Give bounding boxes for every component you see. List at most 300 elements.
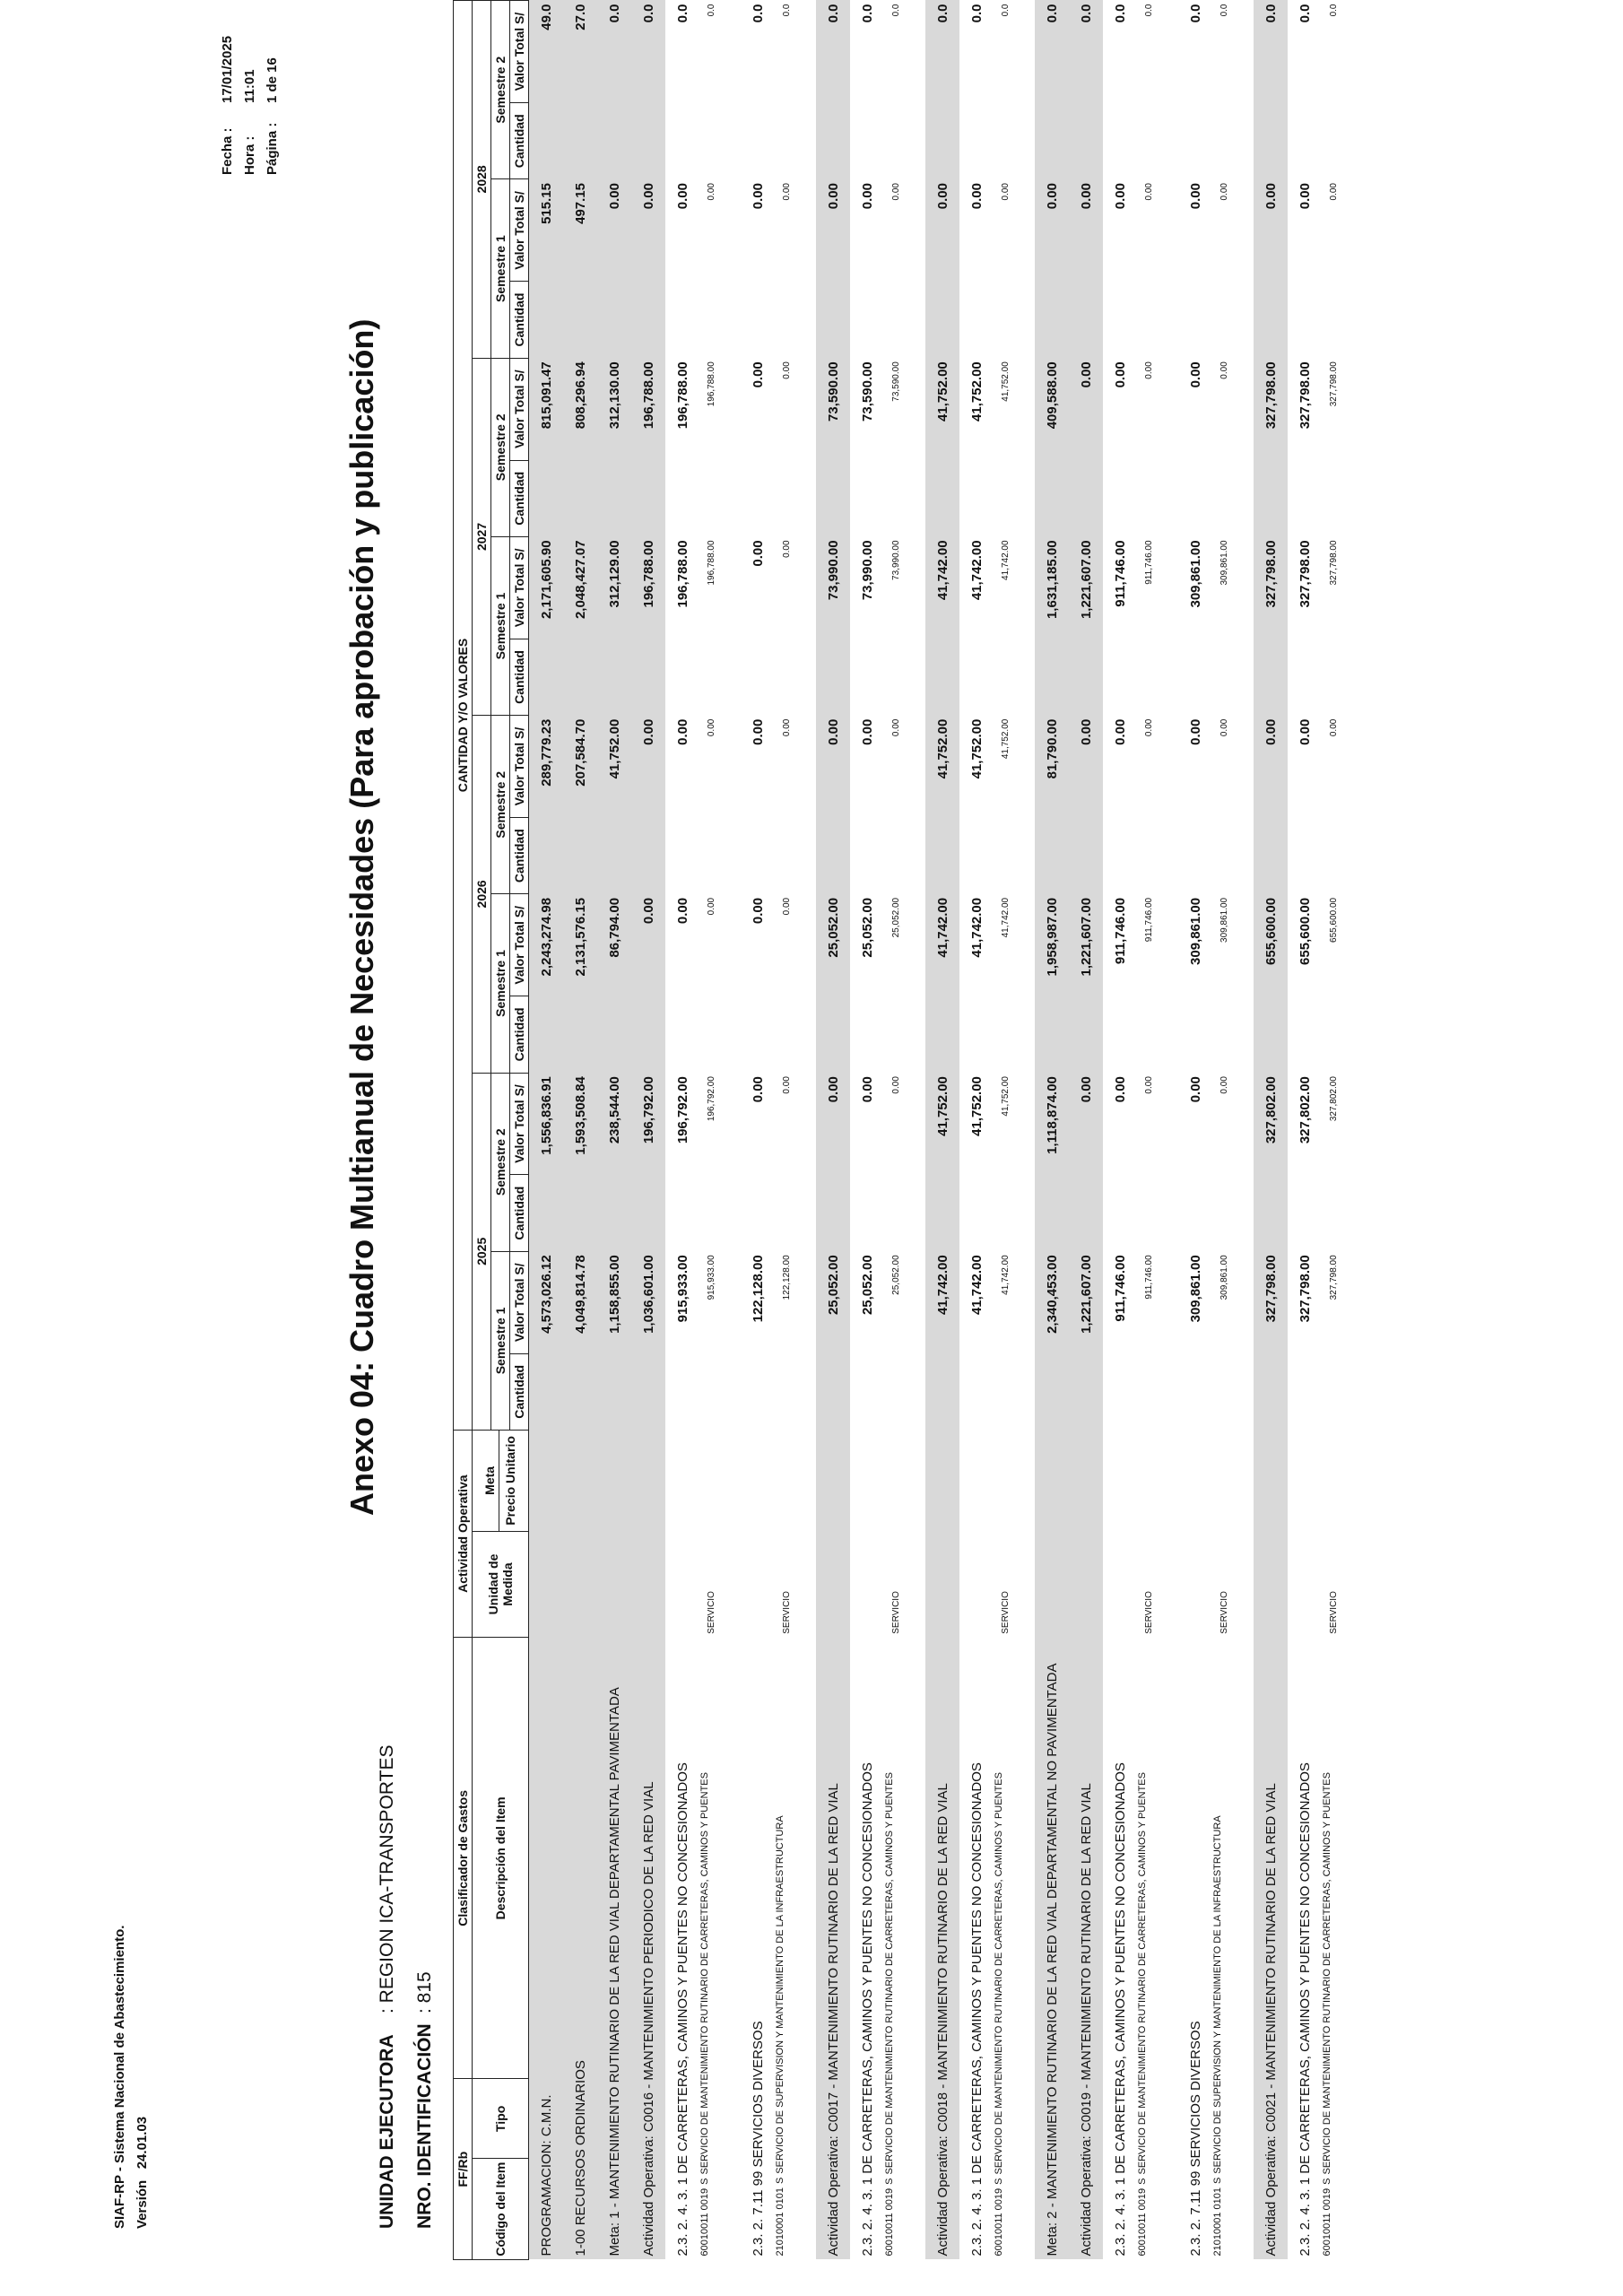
cantidad-cell xyxy=(563,1353,597,1430)
valor-total-cell: 327,798.00 xyxy=(1329,1255,1340,1300)
valor-total-cell: 312,129.00 xyxy=(597,536,631,639)
cantidad-cell xyxy=(741,460,775,536)
cantidad-cell xyxy=(1069,460,1103,536)
cantidad-cell xyxy=(1069,996,1103,1073)
cantidad-cell xyxy=(563,1175,597,1251)
cantidad-cell xyxy=(631,1353,665,1430)
cantidad-cell xyxy=(925,1353,959,1430)
valor-total-cell: 0.00 xyxy=(1219,361,1230,379)
valor-total-cell: 0.00 xyxy=(707,897,717,916)
valor-total-cell: 515.15 xyxy=(529,179,564,282)
unidad-label: UNIDAD EJECUTORA xyxy=(377,2034,397,2229)
valor-total-cell: 309,861.00 xyxy=(1187,897,1203,965)
cantidad-cell xyxy=(1137,1175,1178,1251)
valor-total-cell: 0.0 xyxy=(1254,1,1288,103)
cantidad-cell xyxy=(665,996,699,1073)
col-cantidad: Cantidad xyxy=(510,639,529,715)
valor-total-cell: 808,296.94 xyxy=(563,358,597,460)
col-year-2025: 2025 xyxy=(473,1073,491,1430)
unit-price xyxy=(1137,1431,1178,1532)
table-row xyxy=(816,1,850,2260)
row-label: 2.3. 2. 4. 3. 1 DE CARRETERAS, CAMINOS Y PUENTES NO CONCESIONADOS xyxy=(968,1762,985,2257)
cantidad-cell xyxy=(665,639,699,715)
valor-total-cell: 327,798.00 xyxy=(1254,358,1288,460)
valor-total-cell: 0.00 xyxy=(1297,183,1313,210)
cantidad-cell xyxy=(775,282,816,358)
cantidad-cell xyxy=(1137,1353,1178,1430)
valor-total-cell: 327,798.00 xyxy=(1254,1251,1288,1353)
cantidad-cell xyxy=(1103,282,1137,358)
col-semestre-1: Semestre 1 xyxy=(491,1251,510,1430)
cantidad-cell xyxy=(1103,996,1137,1073)
cantidad-cell xyxy=(1288,1175,1322,1251)
valor-total-cell: 0.00 xyxy=(1069,179,1103,282)
cantidad-cell xyxy=(1137,818,1178,894)
cantidad-cell xyxy=(994,639,1035,715)
cantidad-cell xyxy=(1212,1175,1254,1251)
valor-total-cell: 911,746.00 xyxy=(1144,897,1155,943)
cantidad-cell xyxy=(1288,639,1322,715)
cantidad-cell xyxy=(699,639,741,715)
cantidad-cell xyxy=(775,103,816,179)
valor-total-cell: 0.00 xyxy=(1035,179,1069,282)
cantidad-cell xyxy=(775,460,816,536)
valor-total-cell: 0.00 xyxy=(750,897,766,925)
unit-of-measure: SERVICIO xyxy=(1001,1591,1011,1634)
cantidad-cell xyxy=(631,460,665,536)
table-row xyxy=(741,1,775,2260)
cantidad-cell xyxy=(741,282,775,358)
valor-total-cell: 41,752.00 xyxy=(597,716,631,818)
valor-total-cell: 0.00 xyxy=(891,183,902,201)
valor-total-cell: 0.00 xyxy=(1069,358,1103,460)
valor-total-cell: 2,340,453.00 xyxy=(1035,1251,1069,1353)
item-code: 60010011 0019 xyxy=(994,2187,1005,2257)
item-description: SERVICIO DE MANTENIMIENTO RUTINARIO DE CARRETERAS, CAMINOS Y PUENTES xyxy=(994,1772,1005,2175)
cantidad-cell xyxy=(994,103,1035,179)
valor-total-cell: 196,788.00 xyxy=(631,358,665,460)
unidad-line xyxy=(377,1745,398,2230)
item-code-cell xyxy=(884,1638,925,2260)
cantidad-cell xyxy=(1254,818,1288,894)
valor-total-cell: 327,798.00 xyxy=(1297,1255,1313,1323)
version-label: Versión xyxy=(135,2179,150,2229)
cantidad-cell xyxy=(850,1353,884,1430)
valor-total-cell: 0.00 xyxy=(891,718,902,737)
cantidad-cell xyxy=(1322,282,1363,358)
cantidad-cell xyxy=(529,282,564,358)
col-cantidad: Cantidad xyxy=(510,1353,529,1430)
cantidad-cell xyxy=(884,1175,925,1251)
cantidad-cell xyxy=(1212,1353,1254,1430)
valor-total-cell: 0.00 xyxy=(707,718,717,737)
valor-total-cell: 0.0 xyxy=(925,1,959,103)
cantidad-cell xyxy=(563,282,597,358)
cantidad-cell xyxy=(850,639,884,715)
cantidad-cell xyxy=(994,282,1035,358)
cantidad-cell xyxy=(1288,1353,1322,1430)
valor-total-cell: 0.00 xyxy=(1144,718,1155,737)
cantidad-cell xyxy=(597,818,631,894)
valor-total-cell: 2,131,576.15 xyxy=(563,894,597,996)
valor-total-cell: 41,752.00 xyxy=(1001,718,1011,760)
col-cantidad-valores: CANTIDAD Y/O VALORES xyxy=(454,1,473,1431)
col-semestre-2: Semestre 2 xyxy=(491,1,510,180)
valor-total-cell: 0.00 xyxy=(859,183,875,210)
unit-price xyxy=(1212,1431,1254,1532)
valor-total-cell: 73,990.00 xyxy=(859,540,875,601)
table-row xyxy=(529,1,564,2260)
valor-total-cell: 289,779.23 xyxy=(529,716,564,818)
valor-total-cell: 911,746.00 xyxy=(1144,1255,1155,1300)
col-semestre-2: Semestre 2 xyxy=(491,716,510,894)
cantidad-cell xyxy=(631,1175,665,1251)
valor-total-cell: 0.00 xyxy=(674,183,690,210)
fecha-block xyxy=(220,13,280,175)
cantidad-cell xyxy=(665,818,699,894)
cantidad-cell xyxy=(1254,282,1288,358)
item-type: S xyxy=(775,2177,786,2185)
cantidad-cell xyxy=(529,460,564,536)
fecha-label: Fecha : xyxy=(220,127,235,175)
col-valor-total: Valor Total S/ xyxy=(510,179,529,282)
valor-total-cell: 41,752.00 xyxy=(925,358,959,460)
valor-total-cell: 0.00 xyxy=(1297,718,1313,745)
valor-total-cell: 0.00 xyxy=(1219,718,1230,737)
table-row xyxy=(597,1,631,2260)
cantidad-cell xyxy=(925,282,959,358)
cantidad-cell xyxy=(884,460,925,536)
item-description: SERVICIO DE SUPERVISION Y MANTENIMIENTO DE LA INFRAESTRUCTURA xyxy=(775,1815,786,2174)
valor-total-cell: 41,752.00 xyxy=(1001,361,1011,402)
cantidad-cell xyxy=(959,460,994,536)
valor-total-cell: 0.00 xyxy=(859,1076,875,1103)
valor-total-cell: 309,861.00 xyxy=(1219,897,1230,943)
item-type: S xyxy=(1137,2178,1149,2185)
cantidad-cell xyxy=(529,1175,564,1251)
valor-total-cell: 0.00 xyxy=(816,179,850,282)
cantidad-cell xyxy=(1069,1175,1103,1251)
valor-total-cell: 196,788.00 xyxy=(674,540,690,608)
cantidad-cell xyxy=(1212,996,1254,1073)
cantidad-cell xyxy=(994,1175,1035,1251)
item-code-cell xyxy=(1137,1638,1178,2260)
valor-total-cell: 73,590.00 xyxy=(891,361,902,402)
valor-total-cell: 41,742.00 xyxy=(968,897,985,958)
cantidad-cell xyxy=(1322,818,1363,894)
item-type: S xyxy=(994,2178,1005,2185)
cantidad-cell xyxy=(597,1353,631,1430)
cantidad-cell xyxy=(1212,639,1254,715)
valor-total-cell: 0.00 xyxy=(1112,1076,1128,1103)
cantidad-cell xyxy=(1137,103,1178,179)
col-semestre-1: Semestre 1 xyxy=(491,179,510,358)
valor-total-cell: 0.00 xyxy=(1254,716,1288,818)
valor-total-cell: 25,052.00 xyxy=(891,1255,902,1295)
cantidad-cell xyxy=(1035,818,1069,894)
cantidad-cell xyxy=(1035,1175,1069,1251)
valor-total-cell: 0.0 xyxy=(1035,1,1069,103)
item-description: SERVICIO DE MANTENIMIENTO RUTINARIO DE CARRETERAS, CAMINOS Y PUENTES xyxy=(699,1772,711,2175)
valor-total-cell: 0.00 xyxy=(707,183,717,201)
cantidad-cell xyxy=(925,996,959,1073)
row-label: 2.3. 2. 4. 3. 1 DE CARRETERAS, CAMINOS Y PUENTES NO CONCESIONADOS xyxy=(1112,1762,1128,2257)
table-row xyxy=(699,1,741,2260)
unit-of-measure: SERVICIO xyxy=(1144,1591,1155,1634)
valor-total-cell: 497.15 xyxy=(563,179,597,282)
cantidad-cell xyxy=(1254,639,1288,715)
valor-total-cell: 41,742.00 xyxy=(968,1255,985,1316)
cantidad-cell xyxy=(1254,103,1288,179)
col-unidad: Unidad de Medida xyxy=(473,1531,529,1638)
cantidad-cell xyxy=(959,282,994,358)
valor-total-cell: 0.0 xyxy=(859,4,875,23)
valor-total-cell: 0.0 xyxy=(1112,4,1128,23)
cantidad-cell xyxy=(529,1353,564,1430)
unit-of-measure: SERVICIO xyxy=(891,1591,902,1634)
cantidad-cell xyxy=(816,818,850,894)
valor-total-cell: 0.00 xyxy=(782,1076,793,1094)
valor-total-cell: 122,128.00 xyxy=(750,1255,766,1323)
valor-total-cell: 0.0 xyxy=(1329,4,1340,17)
cantidad-cell xyxy=(699,1353,741,1430)
valor-total-cell: 0.00 xyxy=(750,1076,766,1103)
cantidad-cell xyxy=(816,996,850,1073)
cantidad-cell xyxy=(741,1353,775,1430)
valor-total-cell: 0.00 xyxy=(1069,1073,1103,1175)
row-label: 1-00 RECURSOS ORDINARIOS xyxy=(563,1431,597,2260)
cantidad-cell xyxy=(775,1353,816,1430)
cantidad-cell xyxy=(631,103,665,179)
item-description: SERVICIO DE MANTENIMIENTO RUTINARIO DE CARRETERAS, CAMINOS Y PUENTES xyxy=(1322,1772,1333,2175)
hora-value: 11:01 xyxy=(242,69,257,103)
row-label: 2.3. 2. 7.11 99 SERVICIOS DIVERSOS xyxy=(1187,2021,1203,2257)
valor-total-cell: 327,798.00 xyxy=(1297,361,1313,430)
valor-total-cell: 911,746.00 xyxy=(1144,540,1155,585)
cantidad-cell xyxy=(1322,1353,1363,1430)
valor-total-cell: 1,158,855.00 xyxy=(597,1251,631,1353)
valor-total-cell: 0.00 xyxy=(816,1073,850,1175)
col-valor-total: Valor Total S/ xyxy=(510,1,529,103)
cantidad-cell xyxy=(1288,460,1322,536)
valor-total-cell: 25,052.00 xyxy=(891,897,902,938)
valor-total-cell: 0.0 xyxy=(1069,1,1103,103)
unidad-value: : REGION ICA-TRANSPORTES xyxy=(377,1744,397,2013)
cantidad-cell xyxy=(1069,818,1103,894)
valor-total-cell: 0.00 xyxy=(750,718,766,745)
table-row xyxy=(1178,1,1212,2260)
cantidad-cell xyxy=(884,282,925,358)
system-name: SIAF-RP - Sistema Nacional de Abastecimiento. xyxy=(112,1925,127,2229)
cantidad-cell xyxy=(699,818,741,894)
col-cantidad: Cantidad xyxy=(510,1175,529,1251)
item-code-cell xyxy=(699,1638,741,2260)
valor-total-cell: 0.0 xyxy=(1219,4,1230,17)
valor-total-cell: 1,631,185.00 xyxy=(1035,536,1069,639)
item-type: S xyxy=(1212,2177,1224,2185)
row-label: 2.3. 2. 4. 3. 1 DE CARRETERAS, CAMINOS Y PUENTES NO CONCESIONADOS xyxy=(674,1762,690,2257)
cantidad-cell xyxy=(1178,460,1212,536)
cantidad-cell xyxy=(563,996,597,1073)
version-line xyxy=(135,2117,150,2229)
valor-total-cell: 86,794.00 xyxy=(597,894,631,996)
valor-total-cell: 1,036,601.00 xyxy=(631,1251,665,1353)
nro-line xyxy=(414,1971,436,2229)
cantidad-cell xyxy=(994,1353,1035,1430)
cantidad-cell xyxy=(994,460,1035,536)
valor-total-cell: 0.0 xyxy=(968,4,985,23)
cantidad-cell xyxy=(1069,1353,1103,1430)
valor-total-cell: 0.00 xyxy=(1187,1076,1203,1103)
cantidad-cell xyxy=(884,996,925,1073)
cantidad-cell xyxy=(959,639,994,715)
valor-total-cell: 0.00 xyxy=(1219,1076,1230,1094)
cantidad-cell xyxy=(597,639,631,715)
cantidad-cell xyxy=(597,103,631,179)
valor-total-cell: 309,861.00 xyxy=(1187,1255,1203,1323)
cantidad-cell xyxy=(1103,1175,1137,1251)
valor-total-cell: 0.00 xyxy=(782,183,793,201)
valor-total-cell: 196,788.00 xyxy=(707,540,717,586)
cantidad-cell xyxy=(884,818,925,894)
valor-total-cell: 0.00 xyxy=(750,361,766,388)
cantidad-cell xyxy=(741,1175,775,1251)
cantidad-cell xyxy=(1212,103,1254,179)
needs-table xyxy=(453,0,1363,2260)
cantidad-cell xyxy=(959,818,994,894)
cantidad-cell xyxy=(1103,460,1137,536)
cantidad-cell xyxy=(816,1175,850,1251)
valor-total-cell: 0.00 xyxy=(1144,361,1155,379)
valor-total-cell: 0.00 xyxy=(631,716,665,818)
valor-total-cell: 0.00 xyxy=(1329,183,1340,201)
cantidad-cell xyxy=(563,818,597,894)
valor-total-cell: 1,958,987.00 xyxy=(1035,894,1069,996)
valor-total-cell: 0.00 xyxy=(631,894,665,996)
col-cantidad: Cantidad xyxy=(510,282,529,358)
cantidad-cell xyxy=(1212,282,1254,358)
cantidad-cell xyxy=(1069,639,1103,715)
cantidad-cell xyxy=(1254,1353,1288,1430)
cantidad-cell xyxy=(1254,996,1288,1073)
valor-total-cell: 41,742.00 xyxy=(925,536,959,639)
valor-total-cell: 207,584.70 xyxy=(563,716,597,818)
cantidad-cell xyxy=(1178,103,1212,179)
valor-total-cell: 0.00 xyxy=(674,897,690,925)
row-label: PROGRAMACION: C.M.N. xyxy=(529,1431,564,2260)
cantidad-cell xyxy=(1178,639,1212,715)
cantidad-cell xyxy=(1288,996,1322,1073)
valor-total-cell: 911,746.00 xyxy=(1112,1255,1128,1322)
cantidad-cell xyxy=(816,1353,850,1430)
table-row xyxy=(1103,1,1137,2260)
col-cantidad: Cantidad xyxy=(510,460,529,536)
cantidad-cell xyxy=(1137,460,1178,536)
valor-total-cell: 327,802.00 xyxy=(1254,1073,1288,1175)
cantidad-cell xyxy=(699,1175,741,1251)
valor-total-cell: 25,052.00 xyxy=(859,897,875,958)
col-tipo: Tipo xyxy=(473,2079,529,2159)
col-semestre-2: Semestre 2 xyxy=(491,358,510,536)
valor-total-cell: 196,792.00 xyxy=(631,1073,665,1175)
cantidad-cell xyxy=(529,639,564,715)
valor-total-cell: 0.00 xyxy=(1144,1076,1155,1094)
item-code: 60010011 0019 xyxy=(1322,2187,1333,2257)
col-cantidad: Cantidad xyxy=(510,103,529,179)
row-label: Actividad Operativa: C0021 - MANTENIMIENTO RUTINARIO DE LA RED VIAL xyxy=(1254,1431,1288,2260)
valor-total-cell: 0.00 xyxy=(750,183,766,210)
cantidad-cell xyxy=(1103,639,1137,715)
table-row xyxy=(1035,1,1069,2260)
valor-total-cell: 327,798.00 xyxy=(1329,540,1340,586)
item-type: S xyxy=(699,2178,711,2185)
valor-total-cell: 0.00 xyxy=(782,718,793,737)
valor-total-cell: 327,802.00 xyxy=(1297,1076,1313,1144)
item-code: 21010001 0101 xyxy=(1212,2187,1224,2257)
cantidad-cell xyxy=(850,460,884,536)
valor-total-cell: 327,798.00 xyxy=(1297,540,1313,608)
cantidad-cell xyxy=(959,1175,994,1251)
cantidad-cell xyxy=(741,818,775,894)
valor-total-cell: 327,798.00 xyxy=(1254,536,1288,639)
fecha-value: 17/01/2025 xyxy=(220,35,235,103)
col-cantidad: Cantidad xyxy=(510,996,529,1073)
valor-total-cell: 0.00 xyxy=(1187,183,1203,210)
valor-total-cell: 2,048,427.07 xyxy=(563,536,597,639)
valor-total-cell: 0.00 xyxy=(816,716,850,818)
valor-total-cell: 0.00 xyxy=(1254,179,1288,282)
valor-total-cell: 41,752.00 xyxy=(968,361,985,422)
valor-total-cell: 0.00 xyxy=(782,897,793,916)
cantidad-cell xyxy=(741,103,775,179)
valor-total-cell: 0.0 xyxy=(1001,4,1011,17)
cantidad-cell xyxy=(1035,460,1069,536)
cantidad-cell xyxy=(1322,639,1363,715)
table-row xyxy=(563,1,597,2260)
cantidad-cell xyxy=(816,639,850,715)
valor-total-cell: 309,861.00 xyxy=(1187,540,1203,608)
row-label: 2.3. 2. 4. 3. 1 DE CARRETERAS, CAMINOS Y PUENTES NO CONCESIONADOS xyxy=(859,1762,875,2257)
row-label: Meta: 2 - MANTENIMIENTO RUTINARIO DE LA RED VIAL DEPARTAMENTAL NO PAVIMENTADA xyxy=(1035,1431,1069,2260)
valor-total-cell: 0.0 xyxy=(631,1,665,103)
row-label: Actividad Operativa: C0016 - MANTENIMIENTO PERIODICO DE LA RED VIAL xyxy=(631,1431,665,2260)
table-row xyxy=(1212,1,1254,2260)
cantidad-cell xyxy=(1035,639,1069,715)
cantidad-cell xyxy=(925,460,959,536)
valor-total-cell: 0.00 xyxy=(1112,183,1128,210)
col-valor-total: Valor Total S/ xyxy=(510,1073,529,1175)
table-row xyxy=(775,1,816,2260)
nro-label: NRO. IDENTIFICACIÓN xyxy=(414,2023,435,2229)
cantidad-cell xyxy=(816,460,850,536)
cantidad-cell xyxy=(1103,818,1137,894)
cantidad-cell xyxy=(597,460,631,536)
valor-total-cell: 196,792.00 xyxy=(674,1076,690,1144)
cantidad-cell xyxy=(1322,1175,1363,1251)
cantidad-cell xyxy=(529,996,564,1073)
table-body xyxy=(529,1,1364,2260)
valor-total-cell: 0.00 xyxy=(1069,716,1103,818)
cantidad-cell xyxy=(1288,103,1322,179)
valor-total-cell: 0.00 xyxy=(1144,183,1155,201)
cantidad-cell xyxy=(1137,639,1178,715)
cantidad-cell xyxy=(1322,996,1363,1073)
valor-total-cell: 309,861.00 xyxy=(1219,1255,1230,1300)
valor-total-cell: 0.0 xyxy=(1187,4,1203,23)
item-description: SERVICIO DE MANTENIMIENTO RUTINARIO DE CARRETERAS, CAMINOS Y PUENTES xyxy=(884,1772,896,2175)
cantidad-cell xyxy=(665,1353,699,1430)
cantidad-cell xyxy=(1178,996,1212,1073)
